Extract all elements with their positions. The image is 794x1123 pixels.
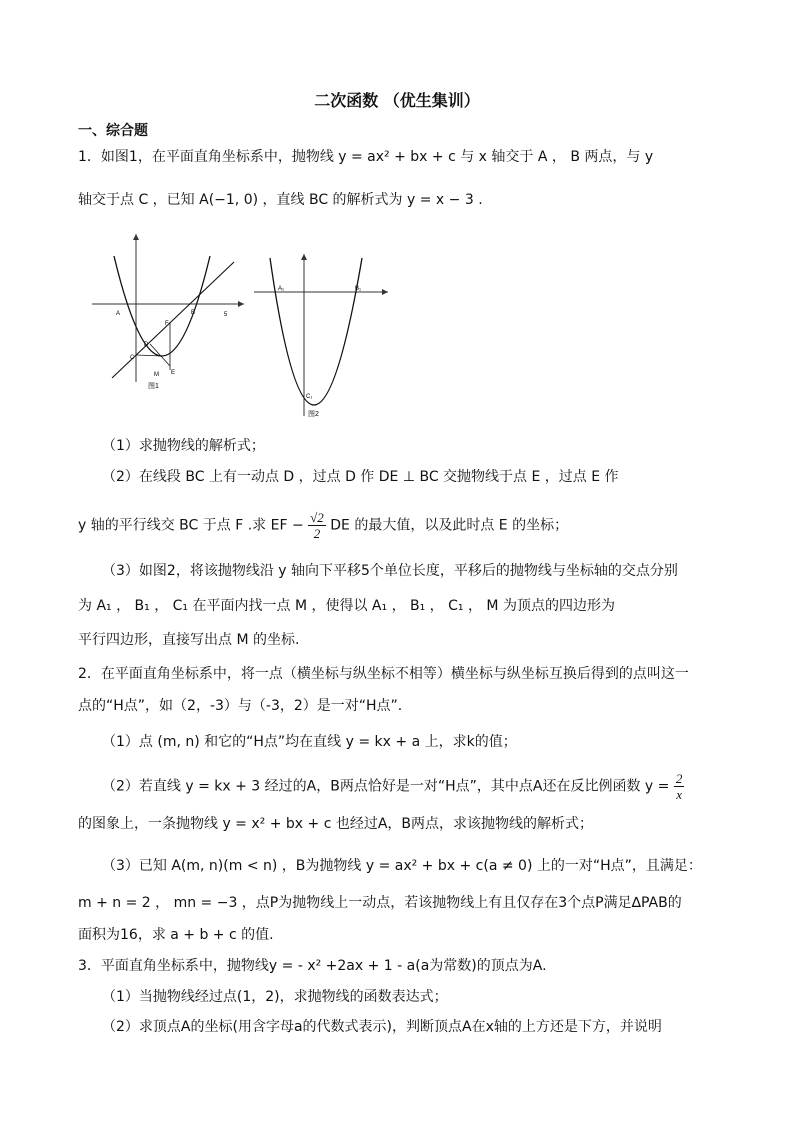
fig1-label-b: B: [191, 310, 196, 316]
fig1-label-a: A: [116, 311, 121, 317]
q3-part1: （1）当抛物线经过点(1，2)，求抛物线的函数表达式；: [102, 989, 448, 1005]
fig1-label-m: M: [154, 372, 159, 378]
page-title: 二次函数 （优生集训）: [314, 91, 480, 110]
fig1-label-c: C: [130, 355, 135, 361]
fig2-x-arrow: [382, 289, 388, 295]
q1-part3-line1: （3）如图2，将该抛物线沿 y 轴向下平移5个单位长度，平移后的抛物线与坐标轴的交点分别: [102, 563, 678, 579]
q1-part2-text-a: y 轴的平行线交 BC 于点 F .求 EF −: [78, 517, 304, 534]
q2-part2-line2: 的图象上，一条抛物线 y = x² + bx + c 也经过A，B两点，求该抛物线的解析式；: [78, 816, 594, 832]
q2-fraction: [674, 771, 685, 802]
figure-1: [92, 226, 252, 392]
q1-part1: （1）求抛物线的解析式；: [102, 438, 265, 454]
fig1-y-arrow: [133, 234, 139, 240]
q3-line1: 3．平面直角坐标系中，抛物线y = - x² +2ax + 1 - a(a为常数)的顶点为A.: [78, 958, 547, 974]
q1-line2: 轴交于点 C ，已知 A(−1, 0) ，直线 BC 的解析式为 y = x − 3 .: [78, 192, 483, 208]
figure-2: [252, 252, 392, 422]
q1-part2-line2: [78, 510, 568, 541]
fig2-caption: 图2: [308, 411, 319, 418]
fig2-label-b1: B₁: [355, 286, 362, 292]
q2-part2-text-a: （2）若直线 y = kx + 3 经过的A，B两点恰好是一对“H点”，其中点A还在反比例函数 y =: [102, 778, 670, 795]
q1-part2-line1: （2）在线段 BC 上有一动点 D ，过点 D 作 DE ⊥ BC 交抛物线于点 E ，过点 E 作: [102, 469, 619, 485]
q1-part2-text-b: DE 的最大值，以及此时点 E 的坐标；: [330, 517, 569, 534]
fig2-parabola: [270, 258, 362, 405]
fig1-parabola: [114, 256, 210, 356]
fig1-label-d: D: [144, 342, 149, 348]
q2-part1: （1）点 (m, n) 和它的“H点”均在直线 y = kx + a 上，求k的值；: [102, 734, 517, 750]
fig1-label-f: F: [165, 321, 169, 327]
q1-fraction: [308, 510, 326, 541]
q2-fraction-numerator: 2: [675, 771, 683, 786]
q2-fraction-denominator: x: [676, 787, 682, 802]
q2-part3-line3: 面积为16，求 a + b + c 的值.: [78, 927, 274, 943]
q1-fraction-denominator: 2: [313, 526, 321, 541]
fig2-label-c1: C₁: [306, 394, 313, 400]
fig2-label-a1: A₁: [278, 286, 285, 292]
q1-fraction-numerator: √2: [310, 510, 324, 525]
q2-part3-line2: m + n = 2 ， mn = −3 ，点P为抛物线上一动点，若该抛物线上有且仅存在3个点P满足∆PAB的: [78, 895, 682, 911]
fig1-caption: 图1: [148, 383, 159, 390]
q2-part2-line1: [102, 771, 684, 802]
fig1-x-arrow: [238, 301, 244, 307]
q1-line1: 1．如图1，在平面直角坐标系中，抛物线 y = ax² + bx + c 与 x 轴交于 A ， B 两点，与 y: [78, 149, 654, 165]
q2-part3-line1: （3）已知 A(m, n)(m < n) ，B为抛物线 y = ax² + bx + c(a ≠ 0) 上的一对“H点”，且满足：: [102, 858, 702, 874]
fig1-tick-5: 5: [224, 312, 228, 318]
q1-part3-line3: 平行四边形，直接写出点 M 的坐标.: [78, 632, 300, 648]
fig2-y-arrow: [301, 254, 307, 260]
q1-part3-line2: 为 A₁ ， B₁ ， C₁ 在平面内找一点 M ，使得以 A₁ ， B₁ ， C₁ ， M 为顶点的四边形为: [78, 598, 615, 614]
q2-line1: 2．在平面直角坐标系中，将一点（横坐标与纵坐标不相等）横坐标与纵坐标互换后得到的点叫这一: [78, 666, 689, 682]
section-heading: 一、综合题: [78, 123, 148, 139]
q2-line2: 点的“H点”，如（2，-3）与（-3，2）是一对“H点”.: [78, 698, 403, 714]
q3-part2: （2）求顶点A的坐标(用含字母a的代数式表示)，判断顶点A在x轴的上方还是下方，并说明: [102, 1019, 662, 1035]
fig1-label-e: E: [171, 370, 176, 376]
